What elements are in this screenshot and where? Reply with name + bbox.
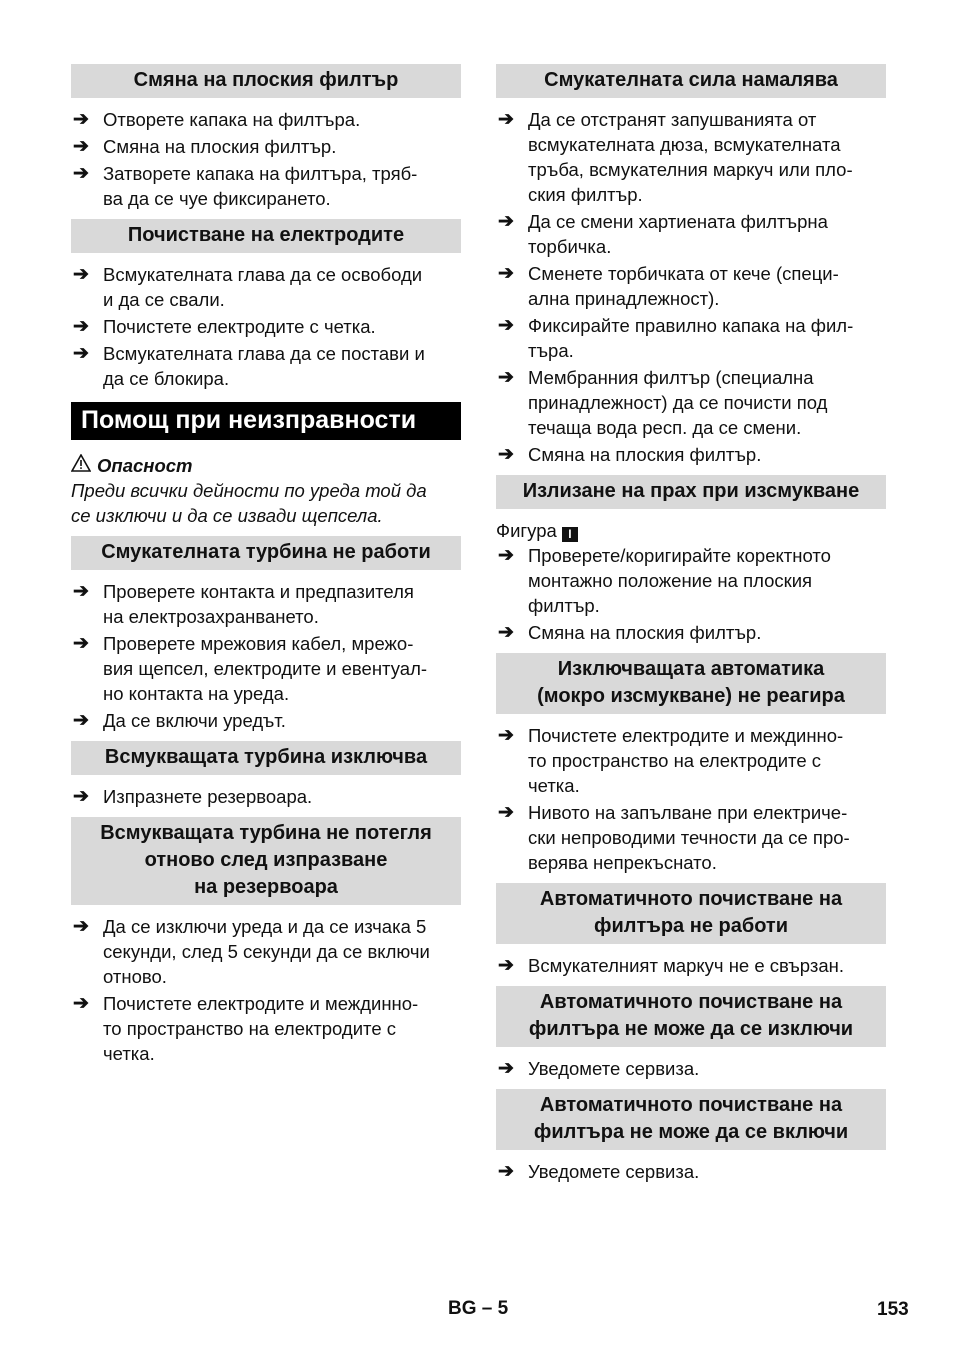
list-item-text: Изпразнете резервоара.	[103, 786, 313, 807]
arrow-right-icon: ➔	[73, 136, 89, 157]
list-item-text: Уведомете сервиза.	[528, 1058, 700, 1079]
list-item	[496, 107, 886, 207]
arrow-right-icon: ➔	[498, 315, 514, 336]
list-item	[496, 442, 886, 467]
section-heading: Всмукващата турбина изключва	[71, 741, 461, 775]
arrow-right-icon: ➔	[498, 1058, 514, 1079]
section-heading: Смяна на плоския филтър	[71, 64, 461, 98]
list-item	[496, 261, 886, 311]
section-heading: Автоматичното почистване на филтъра не може да се включи	[496, 1089, 886, 1150]
list-item	[71, 314, 461, 339]
list-item	[496, 620, 886, 645]
arrow-right-icon: ➔	[498, 1161, 514, 1182]
arrow-right-icon: ➔	[73, 264, 89, 285]
list-item	[71, 134, 461, 159]
right-column	[496, 64, 886, 1192]
list-item	[496, 543, 886, 618]
list-item	[71, 631, 461, 706]
section-turbine-not-working	[71, 536, 461, 733]
section-turbine-not-restarting	[71, 817, 461, 1066]
arrow-right-icon: ➔	[498, 367, 514, 388]
instruction-list	[71, 262, 461, 391]
arrow-right-icon: ➔	[498, 444, 514, 465]
page-number: 153	[877, 1299, 909, 1320]
section-auto-clean-cannot-off	[496, 986, 886, 1081]
instruction-list	[496, 107, 886, 467]
figure-reference	[496, 518, 886, 543]
section-heading: Изключващата автоматика (мокро изсмукване) не реагира	[496, 653, 886, 714]
arrow-right-icon: ➔	[498, 211, 514, 232]
list-item	[496, 313, 886, 363]
arrow-right-icon: ➔	[73, 343, 89, 364]
list-item-text: Затворете капака на филтъра, тряб- ва да се чуе фиксирането.	[103, 163, 418, 209]
arrow-right-icon: ➔	[73, 109, 89, 130]
section-heading: Почистване на електродите	[71, 219, 461, 253]
list-item-text: Да се смени хартиената филтърна торбичка.	[528, 211, 828, 257]
arrow-right-icon: ➔	[498, 802, 514, 823]
list-item	[496, 953, 886, 978]
instruction-list	[496, 1056, 886, 1081]
arrow-right-icon: ➔	[73, 581, 89, 602]
list-item	[496, 1056, 886, 1081]
section-heading: Автоматичното почистване на филтъра не работи	[496, 883, 886, 944]
arrow-right-icon: ➔	[498, 622, 514, 643]
list-item	[71, 784, 461, 809]
list-item	[71, 161, 461, 211]
arrow-right-icon: ➔	[73, 633, 89, 654]
list-item-text: Смяна на плоския филтър.	[528, 622, 762, 643]
left-column	[71, 64, 461, 1074]
section-heading: Смукателната сила намалява	[496, 64, 886, 98]
instruction-list	[496, 543, 886, 645]
warning-label: Опасност	[97, 455, 193, 476]
list-item	[496, 1159, 886, 1184]
section-heading: Автоматичното почистване на филтъра не може да се изключи	[496, 986, 886, 1047]
arrow-right-icon: ➔	[73, 916, 89, 937]
section-dust-leak	[496, 475, 886, 645]
list-item-text: Всмукателната глава да се освободи и да се свали.	[103, 264, 423, 310]
list-item	[71, 579, 461, 629]
list-item-text: Всмукателната глава да се постави и да се блокира.	[103, 343, 425, 389]
section-clean-electrodes	[71, 219, 461, 391]
arrow-right-icon: ➔	[73, 993, 89, 1014]
arrow-right-icon: ➔	[498, 545, 514, 566]
instruction-list	[71, 107, 461, 211]
list-item-text: Почистете електродите и междинно- то пространство на електродите с четка.	[528, 725, 844, 796]
list-item-text: Фиксирайте правилно капака на фил- търа.	[528, 315, 854, 361]
list-item-text: Проверете/коригирайте коректното монтажно положение на плоския филтър.	[528, 545, 831, 616]
section-turbine-switches-off	[71, 741, 461, 809]
instruction-list	[496, 953, 886, 978]
list-item	[496, 800, 886, 875]
warning-title	[71, 453, 461, 478]
section-auto-clean-not-working	[496, 883, 886, 978]
list-item-text: Смяна на плоския филтър.	[528, 444, 762, 465]
list-item	[71, 708, 461, 733]
arrow-right-icon: ➔	[498, 263, 514, 284]
figure-number-badge: I	[562, 527, 578, 542]
list-item-text: Нивото на запълване при електриче- ски непроводими течности да се про- верява непрекъснато.	[528, 802, 850, 873]
list-item-text: Почистете електродите и междинно- то пространство на електродите с четка.	[103, 993, 419, 1064]
arrow-right-icon: ➔	[73, 163, 89, 184]
arrow-right-icon: ➔	[498, 955, 514, 976]
list-item	[496, 365, 886, 440]
warning-triangle-icon	[71, 453, 97, 478]
instruction-list	[71, 579, 461, 733]
arrow-right-icon: ➔	[73, 786, 89, 807]
list-item	[496, 723, 886, 798]
warning-text: Преди всички дейности по уреда той да се изключи и да се извади щепсела.	[71, 480, 427, 526]
arrow-right-icon: ➔	[73, 316, 89, 337]
arrow-right-icon: ➔	[498, 725, 514, 746]
section-auto-clean-cannot-on	[496, 1089, 886, 1184]
footer-language-code: BG – 5	[448, 1298, 509, 1319]
list-item-text: Проверете мрежовия кабел, мрежо- вия щепсел, електродите и евентуал- но контакта на уреда.	[103, 633, 428, 704]
list-item	[71, 341, 461, 391]
list-item-text: Сменете торбичката от кече (специ- ална принадлежност).	[528, 263, 839, 309]
instruction-list	[71, 784, 461, 809]
list-item-text: Да се включи уредът.	[103, 710, 286, 731]
list-item-text: Всмукателният маркуч не е свързан.	[528, 955, 844, 976]
list-item-text: Да се отстранят запушванията от всмукателната дюза, всмукателната тръба, всмукателния маркуч или пло- ския филтър.	[528, 109, 853, 205]
section-replace-flat-filter	[71, 64, 461, 211]
section-heading: Всмукващата турбина не потегля отново след изпразване на резервоара	[71, 817, 461, 905]
instruction-list	[71, 914, 461, 1066]
list-item-text: Мембранния филтър (специална принадлежност) да се почисти под течаща вода респ. да се смени.	[528, 367, 828, 438]
list-item-text: Да се изключи уреда и да се изчака 5 секунди, след 5 секунди да се включи отново.	[103, 916, 430, 987]
arrow-right-icon: ➔	[498, 109, 514, 130]
section-heading: Излизане на прах при изсмукване	[496, 475, 886, 509]
section-suction-power-drops	[496, 64, 886, 467]
arrow-right-icon: ➔	[73, 710, 89, 731]
list-item	[71, 991, 461, 1066]
chapter-title: Помощ при неизправности	[71, 402, 461, 440]
list-item	[71, 107, 461, 132]
figure-label: Фигура	[496, 520, 557, 541]
list-item	[496, 209, 886, 259]
list-item-text: Почистете електродите с четка.	[103, 316, 376, 337]
list-item	[71, 914, 461, 989]
section-auto-shutoff	[496, 653, 886, 875]
list-item-text: Уведомете сервиза.	[528, 1161, 700, 1182]
list-item-text: Смяна на плоския филтър.	[103, 136, 337, 157]
list-item-text: Проверете контакта и предпазителя на електрозахранването.	[103, 581, 414, 627]
list-item	[71, 262, 461, 312]
list-item-text: Отворете капака на филтъра.	[103, 109, 361, 130]
section-heading: Смукателната турбина не работи	[71, 536, 461, 570]
instruction-list	[496, 1159, 886, 1184]
instruction-list	[496, 723, 886, 875]
